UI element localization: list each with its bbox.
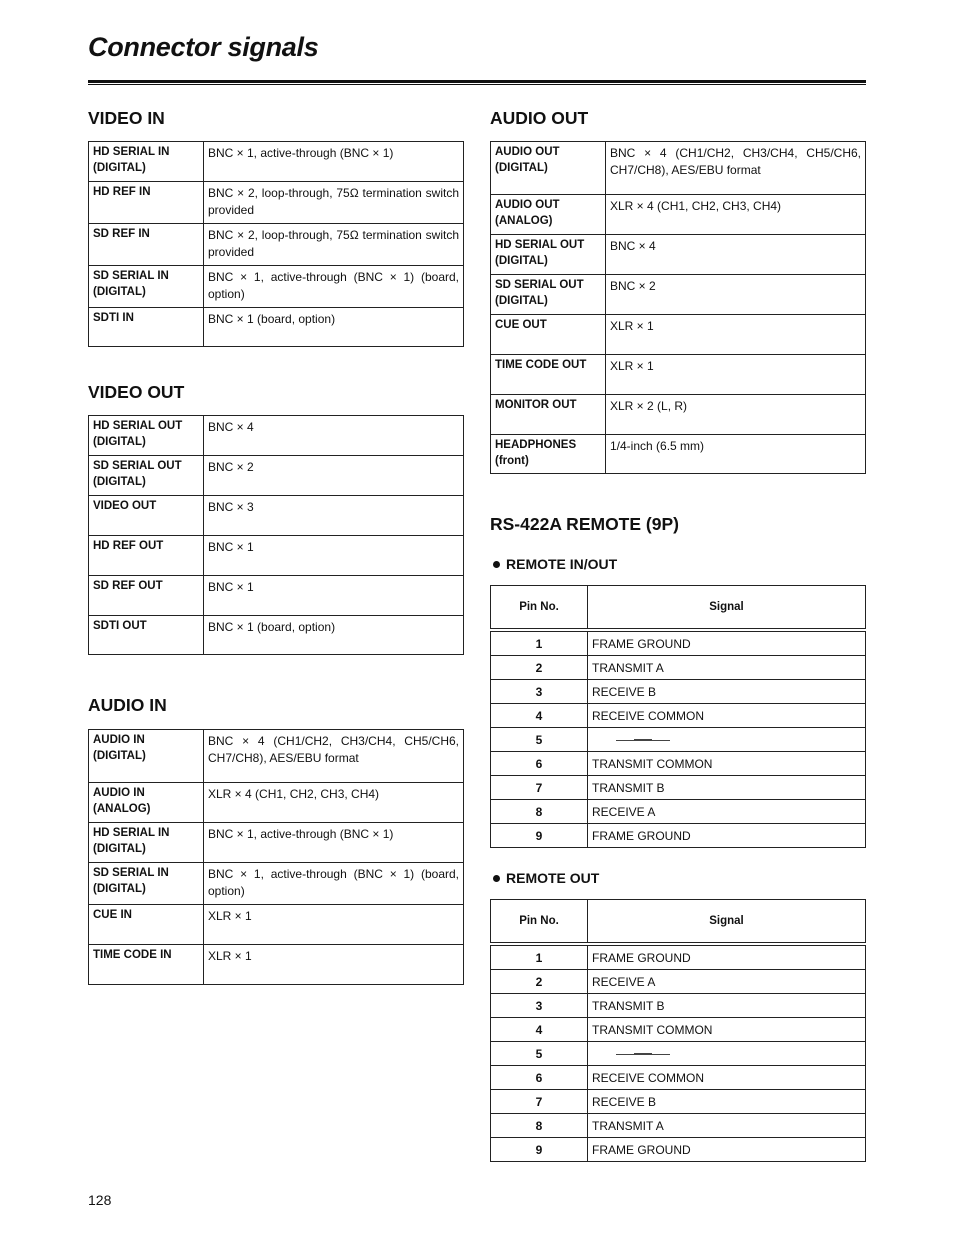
audio-out-heading: AUDIO OUT — [490, 108, 589, 128]
table-row — [491, 630, 866, 656]
pin-number: 7 — [491, 1090, 588, 1114]
table-header-row — [491, 586, 866, 631]
connector-label: SD REF OUT — [89, 576, 204, 616]
pin-number: 3 — [491, 994, 588, 1018]
table-row — [491, 776, 866, 800]
connector-value: BNC × 4 — [204, 416, 464, 456]
connector-label: HD SERIAL OUT (DIGITAL) — [89, 416, 204, 456]
table-row — [89, 576, 464, 616]
table-row — [491, 1090, 866, 1114]
pin-signal: RECEIVE B — [588, 1090, 866, 1114]
pin-signal: FRAME GROUND — [588, 630, 866, 656]
connector-label: HD SERIAL OUT (DIGITAL) — [491, 235, 606, 275]
table-row — [491, 656, 866, 680]
pin-signal: TRANSMIT A — [588, 656, 866, 680]
connector-label: MONITOR OUT — [491, 395, 606, 435]
table-row — [491, 355, 866, 395]
connector-value: BNC × 1, active-through (BNC × 1) — [204, 142, 464, 182]
no-connection-line — [616, 740, 670, 741]
table-row — [491, 315, 866, 355]
pin-signal: RECEIVE COMMON — [588, 1066, 866, 1090]
table-row — [491, 944, 866, 970]
connector-value: 1/4-inch (6.5 mm) — [606, 435, 866, 474]
connector-value: BNC × 1 (board, option) — [204, 616, 464, 655]
pin-signal: FRAME GROUND — [588, 1138, 866, 1162]
remote-out-label: REMOTE OUT — [506, 870, 600, 886]
table-row — [491, 1138, 866, 1162]
connector-label: CUE IN — [89, 905, 204, 945]
column-header-signal: Signal — [588, 586, 866, 631]
table-row — [89, 863, 464, 905]
table-row — [89, 945, 464, 985]
table-row — [491, 195, 866, 235]
table-row — [89, 456, 464, 496]
pin-number: 5 — [491, 728, 588, 752]
connector-label: VIDEO OUT — [89, 496, 204, 536]
table-row — [491, 1114, 866, 1138]
connector-value: XLR × 1 — [606, 355, 866, 395]
connector-label: HD SERIAL IN (DIGITAL) — [89, 142, 204, 182]
connector-value: BNC × 4 — [606, 235, 866, 275]
pin-signal: TRANSMIT COMMON — [588, 752, 866, 776]
title-rule — [88, 80, 866, 85]
table-row — [89, 142, 464, 182]
audio-out-table — [490, 141, 866, 474]
connector-value: BNC × 4 (CH1/CH2, CH3/CH4, CH5/CH6, CH7/CH8), AES/EBU format — [606, 142, 866, 195]
connector-value: BNC × 2, loop-through, 75Ω termination switch provided — [204, 182, 464, 224]
pin-signal: TRANSMIT B — [588, 776, 866, 800]
table-row — [89, 536, 464, 576]
connector-value: BNC × 2 — [204, 456, 464, 496]
connector-label: TIME CODE IN — [89, 945, 204, 985]
table-row — [491, 1042, 866, 1066]
column-header-pin: Pin No. — [491, 900, 588, 945]
table-row — [491, 824, 866, 848]
pin-signal: RECEIVE A — [588, 800, 866, 824]
connector-label: HD SERIAL IN (DIGITAL) — [89, 823, 204, 863]
pin-number: 6 — [491, 752, 588, 776]
pin-number: 7 — [491, 776, 588, 800]
bullet-icon — [493, 561, 500, 568]
connector-label: CUE OUT — [491, 315, 606, 355]
table-row — [89, 416, 464, 456]
pin-signal: FRAME GROUND — [588, 944, 866, 970]
table-row — [491, 1066, 866, 1090]
pin-signal: FRAME GROUND — [588, 824, 866, 848]
connector-label: SD SERIAL OUT (DIGITAL) — [491, 275, 606, 315]
table-row — [491, 680, 866, 704]
remote-out-table — [490, 899, 866, 1162]
pin-signal: RECEIVE COMMON — [588, 704, 866, 728]
connector-value: BNC × 1, active-through (BNC × 1) — [204, 823, 464, 863]
connector-label: AUDIO OUT (DIGITAL) — [491, 142, 606, 195]
pin-number: 2 — [491, 970, 588, 994]
table-row — [491, 728, 866, 752]
connector-label: SD SERIAL IN (DIGITAL) — [89, 266, 204, 308]
connector-label: SD REF IN — [89, 224, 204, 266]
pin-signal: TRANSMIT A — [588, 1114, 866, 1138]
rs422-heading: RS-422A REMOTE (9P) — [490, 514, 679, 534]
pin-number: 1 — [491, 630, 588, 656]
table-row — [89, 616, 464, 655]
connector-value: XLR × 4 (CH1, CH2, CH3, CH4) — [606, 195, 866, 235]
video-in-table — [88, 141, 464, 347]
connector-label: HD REF IN — [89, 182, 204, 224]
pin-number: 1 — [491, 944, 588, 970]
page-title: Connector signals — [88, 32, 319, 62]
remote-in-out-table — [490, 585, 866, 848]
connector-value: XLR × 2 (L, R) — [606, 395, 866, 435]
column-header-signal: Signal — [588, 900, 866, 945]
connector-value: XLR × 1 — [204, 905, 464, 945]
remote-in-out-heading — [493, 556, 617, 572]
pin-signal: RECEIVE B — [588, 680, 866, 704]
pin-number: 4 — [491, 704, 588, 728]
connector-value: BNC × 4 (CH1/CH2, CH3/CH4, CH5/CH6, CH7/CH8), AES/EBU format — [204, 730, 464, 783]
pin-signal — [588, 728, 866, 752]
connector-label: SD SERIAL IN (DIGITAL) — [89, 863, 204, 905]
pin-signal: RECEIVE A — [588, 970, 866, 994]
remote-out-heading — [493, 870, 599, 886]
connector-value: BNC × 1 (board, option) — [204, 308, 464, 347]
table-row — [491, 994, 866, 1018]
table-row — [89, 496, 464, 536]
bullet-icon — [493, 875, 500, 882]
connector-value: BNC × 2 — [606, 275, 866, 315]
connector-label: SDTI OUT — [89, 616, 204, 655]
table-row — [491, 275, 866, 315]
connector-value: BNC × 1, active-through (BNC × 1) (board, option) — [204, 863, 464, 905]
table-row — [89, 905, 464, 945]
connector-value: XLR × 1 — [204, 945, 464, 985]
connector-label: HEADPHONES (front) — [491, 435, 606, 474]
connector-value: XLR × 4 (CH1, CH2, CH3, CH4) — [204, 783, 464, 823]
table-row — [491, 1018, 866, 1042]
table-row — [491, 704, 866, 728]
pin-number: 2 — [491, 656, 588, 680]
pin-number: 5 — [491, 1042, 588, 1066]
table-row — [491, 800, 866, 824]
video-in-heading: VIDEO IN — [88, 108, 165, 128]
connector-label: SD SERIAL OUT (DIGITAL) — [89, 456, 204, 496]
table-row — [89, 266, 464, 308]
table-row — [491, 235, 866, 275]
pin-number: 3 — [491, 680, 588, 704]
audio-in-table — [88, 729, 464, 985]
pin-number: 4 — [491, 1018, 588, 1042]
no-connection-line — [616, 1054, 670, 1055]
audio-in-heading: AUDIO IN — [88, 695, 167, 715]
table-row — [491, 142, 866, 195]
connector-label: AUDIO OUT (ANALOG) — [491, 195, 606, 235]
page-number: 128 — [88, 1192, 112, 1208]
table-row — [89, 783, 464, 823]
connector-value: BNC × 1 — [204, 576, 464, 616]
connector-value: BNC × 1, active-through (BNC × 1) (board, option) — [204, 266, 464, 308]
pin-signal: TRANSMIT COMMON — [588, 1018, 866, 1042]
pin-signal — [588, 1042, 866, 1066]
connector-value: BNC × 3 — [204, 496, 464, 536]
video-out-heading: VIDEO OUT — [88, 382, 185, 402]
connector-label: TIME CODE OUT — [491, 355, 606, 395]
table-header-row — [491, 900, 866, 945]
column-header-pin: Pin No. — [491, 586, 588, 631]
table-row — [491, 752, 866, 776]
table-row — [89, 823, 464, 863]
table-row — [491, 435, 866, 474]
connector-value: XLR × 1 — [606, 315, 866, 355]
connector-label: SDTI IN — [89, 308, 204, 347]
remote-in-out-label: REMOTE IN/OUT — [506, 556, 618, 572]
connector-label: HD REF OUT — [89, 536, 204, 576]
table-row — [89, 308, 464, 347]
connector-value: BNC × 1 — [204, 536, 464, 576]
connector-value: BNC × 2, loop-through, 75Ω termination switch provided — [204, 224, 464, 266]
pin-signal: TRANSMIT B — [588, 994, 866, 1018]
pin-number: 8 — [491, 800, 588, 824]
table-row — [89, 224, 464, 266]
connector-label: AUDIO IN (ANALOG) — [89, 783, 204, 823]
pin-number: 9 — [491, 1138, 588, 1162]
pin-number: 6 — [491, 1066, 588, 1090]
video-out-table — [88, 415, 464, 655]
pin-number: 8 — [491, 1114, 588, 1138]
pin-number: 9 — [491, 824, 588, 848]
table-row — [89, 182, 464, 224]
table-row — [89, 730, 464, 783]
connector-label: AUDIO IN (DIGITAL) — [89, 730, 204, 783]
table-row — [491, 395, 866, 435]
table-row — [491, 970, 866, 994]
